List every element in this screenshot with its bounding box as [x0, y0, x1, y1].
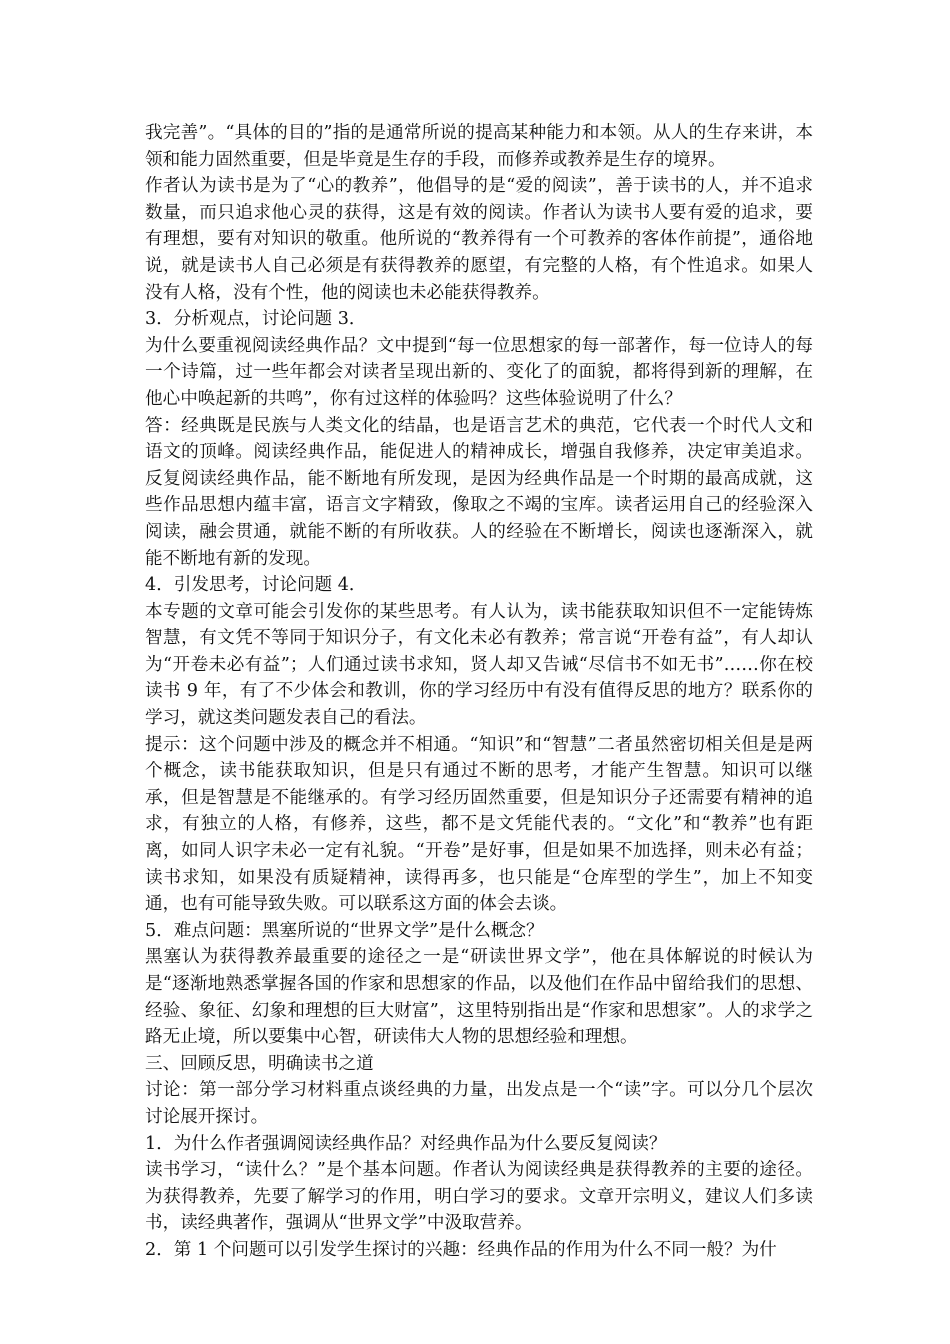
hint-4: 提示：这个问题中涉及的概念并不相通。“知识”和“智慧”二者虽然密切相关但是是两个概念，读书能获取知识，但是只有通过不断的思考，才能产生智慧。知识可以继承，但是智慧是不能继承的。有学习经历固然重要，但是知识分子还需要有精神的追求，有独立的人格，有修养，这些，都不是文凭能代表的。“文化”和“教养”也有距离，如同人识字未必一定有礼貌。“开卷”是好事，但是如果不加选择，则未必有益；读书求知，如果没有质疑精神，读得再多，也只能是“仓库型的学生”，加上不知变通，也有可能导致失败。可以联系这方面的体会去谈。	[145, 734, 813, 915]
answer-3: 答：经典既是民族与人类文化的结晶，也是语言艺术的典范，它代表一个时代人文和语文的顶峰。阅读经典作品，能促进人的精神成长，增强自我修养，决定审美追求。反复阅读经典作品，能不断地有所发现，是因为经典作品是一个时期的最高成就，这些作品思想内蕴丰富，语言文字精致，像取之不竭的宝库。读者运用自己的经验深入阅读，融会贯通，就能不断的有所收获。人的经验在不断增长，阅读也逐渐深入，就能不断地有新的发现。	[145, 415, 813, 569]
answer-5: 黑塞认为获得教养最重要的途径之一是“研读世界文学”，他在具体解说的时候认为是“逐渐地熟悉掌握各国的作家和思想家的作品，以及他们在作品中留给我们的思想、经验、象征、幻象和理想的巨大财富”，这里特别指出是“作家和思想家”。人的求学之路无止境，所以要集中心智，研读伟大人物的思想经验和理想。	[145, 947, 813, 1048]
question-4: 本专题的文章可能会引发你的某些思考。有人认为，读书能获取知识但不一定能铸炼智慧，有文凭不等同于知识分子，有文化未必有教养；常言说“开卷有益”，有人却认为“开卷未必有益”；人们通过读书求知，贤人却又告诫“尽信书不如无书”……你在校读书 9 年，有了不少体会和教训，你的学习经历中有没有值得反思的地方？联系你的学习，就这类问题发表自己的看法。	[145, 601, 813, 729]
discussion-question-2: 2．第 1 个问题可以引发学生探讨的兴趣：经典作品的作用为什么不同一般？为什	[145, 1239, 777, 1260]
discussion-question-1: 1．为什么作者强调阅读经典作品？对经典作品为什么要反复阅读？	[145, 1133, 667, 1154]
section-heading-3: 3．分析观点，讨论问题 3．	[145, 309, 367, 330]
document-body	[145, 120, 813, 1264]
discussion-answer-1: 读书学习，“读什么？”是个基本问题。作者认为阅读经典是获得教养的主要的途径。为获得教养，先要了解学习的作用，明白学习的要求。文章开宗明义，建议人们多读书，读经典著作，强调从“世界文学”中汲取营养。	[145, 1160, 813, 1234]
section-heading-4: 4．引发思考，讨论问题 4．	[145, 575, 367, 596]
discussion-paragraph: 讨论：第一部分学习材料重点谈经典的力量，出发点是一个“读”字。可以分几个层次讨论展开探讨。	[145, 1080, 813, 1127]
question-3: 为什么要重视阅读经典作品？文中提到“每一位思想家的每一部著作，每一位诗人的每一个诗篇，过一些年都会对读者呈现出新的、变化了的面貌，都将得到新的理解，在他心中唤起新的共鸣”，你有过这样的体验吗？这些体验说明了什么？	[145, 335, 813, 409]
paragraph-1: 我完善”。“具体的目的”指的是通常所说的提高某种能力和本领。从人的生存来讲，本领和能力固然重要，但是毕竟是生存的手段，而修养或教养是生存的境界。	[145, 123, 813, 170]
section-heading-part-three: 三、回顾反思，明确读书之道	[145, 1053, 374, 1074]
section-heading-5: 5．难点问题：黑塞所说的“世界文学”是什么概念？	[145, 920, 544, 941]
paragraph-2: 作者认为读书是为了“心的教养”，他倡导的是“爱的阅读”，善于读书的人，并不追求数量，而只追求他心灵的获得，这是有效的阅读。作者认为读书人要有爱的追求，要有理想，要有对知识的敬重。他所说的“教养得有一个可教养的客体作前提”，通俗地说，就是读书人自己必须是有获得教养的愿望，有完整的人格，有个性追求。如果人没有人格，没有个性，他的阅读也未必能获得教养。	[145, 176, 813, 303]
